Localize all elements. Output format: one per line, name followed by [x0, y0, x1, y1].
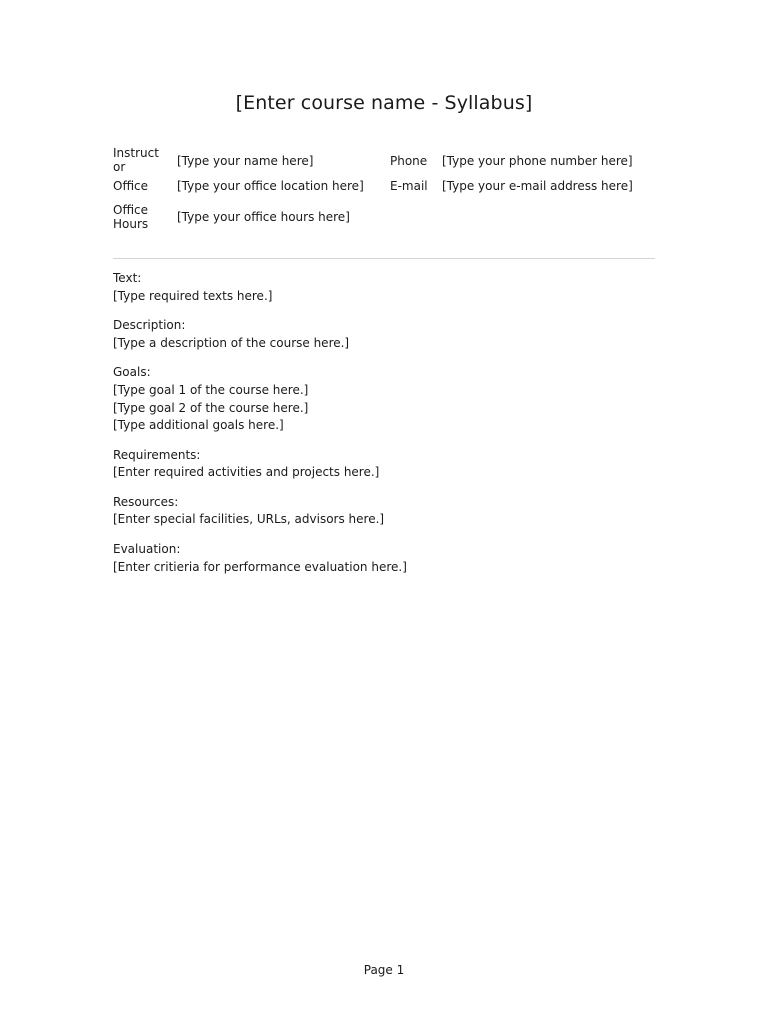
section-text: [113, 270, 673, 305]
syllabus-sections: [113, 270, 673, 588]
section-heading: Evaluation:: [113, 541, 181, 556]
phone-value: [Type your phone number here]: [442, 154, 633, 168]
section-heading: Goals:: [113, 365, 151, 380]
section-line: [Enter special facilities, URLs, advisors here.]: [113, 512, 385, 527]
section-line: [Enter required activities and projects here.]: [113, 465, 380, 480]
office-hours-value: [Type your office hours here]: [177, 210, 350, 224]
section-divider: [113, 258, 655, 259]
section-line: [Type goal 2 of the course here.]: [113, 400, 309, 415]
section-line: [Enter critieria for performance evaluation here.]: [113, 559, 407, 574]
email-label: E-mail: [390, 179, 428, 193]
section-line: [Type additional goals here.]: [113, 418, 284, 433]
section-line: [Type a description of the course here.]: [113, 335, 350, 350]
phone-label: Phone: [390, 154, 428, 168]
page-title: [Enter course name - Syllabus]: [235, 92, 533, 114]
instructor-value: [Type your name here]: [177, 154, 314, 168]
section-requirements: [113, 447, 673, 482]
section-description: [113, 317, 673, 352]
instructor-label: Instruct or: [113, 146, 159, 174]
section-heading: Text:: [113, 271, 142, 285]
section-evaluation: [113, 541, 673, 576]
section-goals: [113, 364, 673, 435]
page-number: Page 1: [363, 963, 405, 977]
office-value: [Type your office location here]: [177, 179, 364, 193]
section-heading: Description:: [113, 318, 186, 333]
office-hours-label: Office Hours: [113, 203, 149, 231]
office-label: Office: [113, 179, 149, 193]
email-value: [Type your e-mail address here]: [442, 179, 633, 193]
section-resources: [113, 494, 673, 529]
section-line: [Type goal 1 of the course here.]: [113, 382, 309, 397]
section-heading: Resources:: [113, 494, 179, 509]
section-heading: Requirements:: [113, 447, 201, 462]
section-line: [Type required texts here.]: [113, 288, 273, 303]
